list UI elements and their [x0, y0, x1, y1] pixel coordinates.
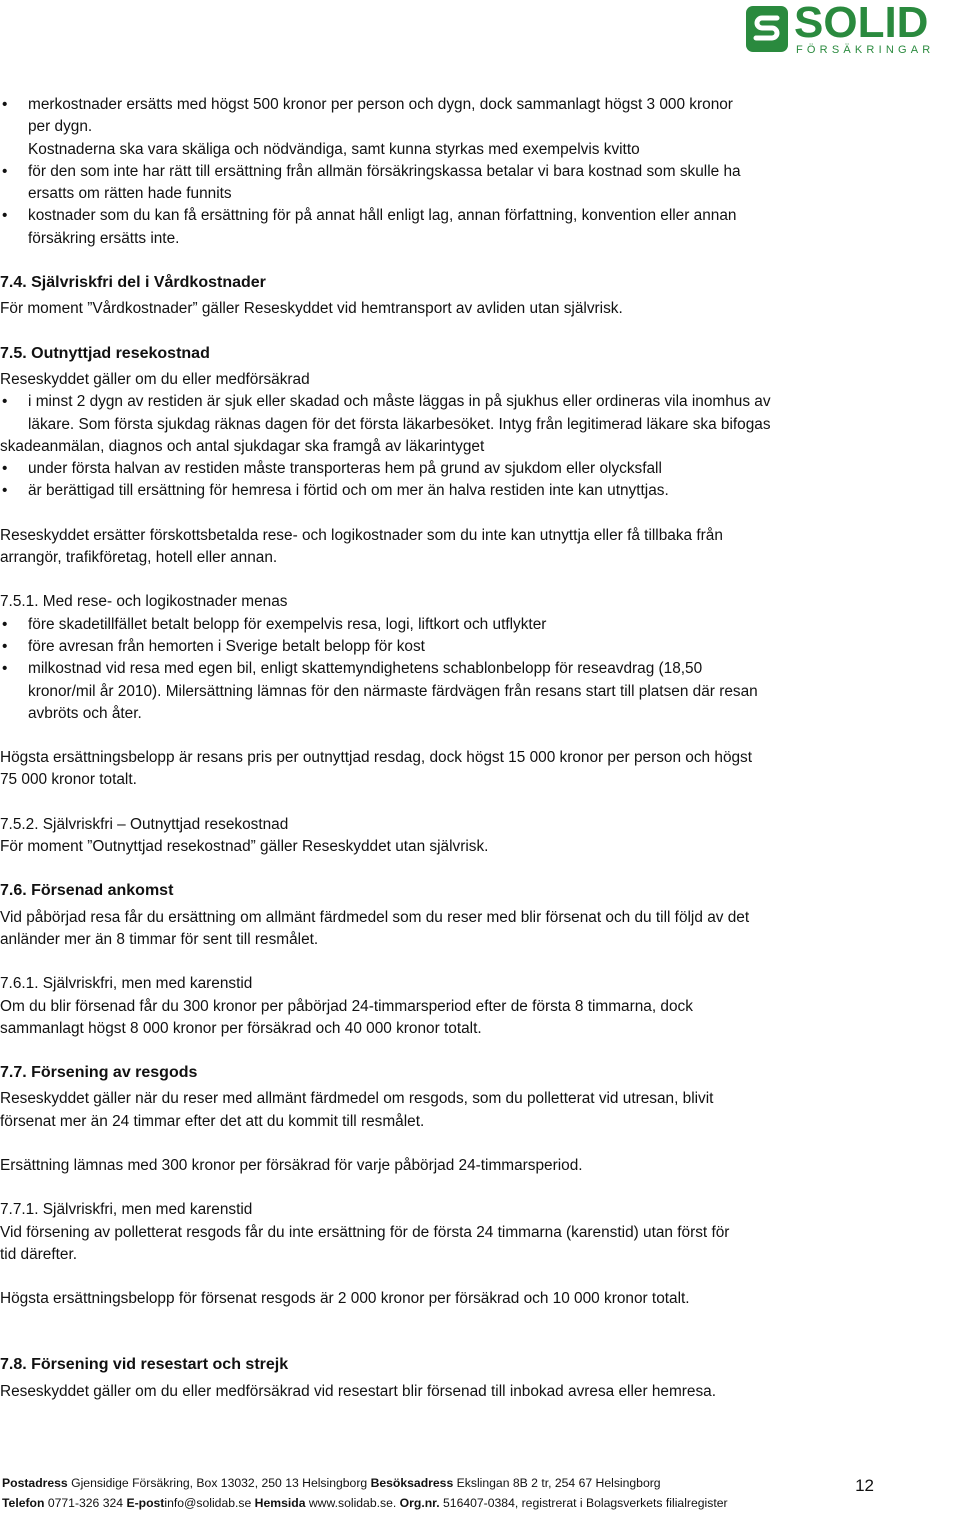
- paragraph: Reseskyddet gäller om du eller medförsäkrad vid resestart blir försenad till inbokad avresa eller hemresa.: [0, 1382, 716, 1400]
- paragraph: För moment ”Vårdkostnader” gäller Reseskyddet vid hemtransport av avliden utan självrisk.: [0, 300, 623, 318]
- paragraph: Högsta ersättningsbelopp för försenat resgods är 2 000 kronor per försäkrad och 10 000 kronor totalt.: [0, 1290, 690, 1308]
- list-item: • före avresan från hemorten i Sverige betalt belopp för kost: [0, 636, 955, 658]
- page-footer: [2, 1473, 952, 1513]
- list-item: • i minst 2 dygn av restiden är sjuk eller skadad och måste läggas in på sjukhus eller ordineras vila inomhus av: [0, 391, 955, 413]
- section-heading-7-7: 7.7. Försening av resgods: [0, 1064, 198, 1082]
- paragraph: sammanlagt högst 8 000 kronor per försäkrad och 40 000 kronor totalt.: [0, 1019, 482, 1037]
- subsection-heading-7-7-1: 7.7.1. Självriskfri, men med karenstid: [0, 1201, 253, 1219]
- paragraph: Vid försening av polletterat resgods får du inte ersättning för de första 24 timmarna (karenstid) utan först för: [0, 1223, 730, 1241]
- subsection-heading-7-5-2: 7.5.2. Självriskfri – Outnyttjad resekostnad: [0, 815, 289, 833]
- list-item: • för den som inte har rätt till ersättning från allmän försäkringskassa betalar vi bara kostnad som skulle ha: [0, 161, 955, 183]
- paragraph: Kostnaderna ska vara skäliga och nödvändiga, samt kunna styrkas med exempelvis kvitto: [28, 140, 640, 158]
- list-item: • är berättigad till ersättning för hemresa i förtid och om mer än halva restiden inte kan utnyttjas.: [0, 480, 955, 502]
- paragraph: Reseskyddet gäller om du eller medförsäkrad: [0, 370, 310, 388]
- paragraph: 75 000 kronor totalt.: [0, 771, 137, 789]
- section-heading-7-4: 7.4. Självriskfri del i Vårdkostnader: [0, 274, 266, 292]
- paragraph: försenat mer än 24 timmar efter det att du kommit till resmålet.: [0, 1112, 425, 1130]
- list-item: • milkostnad vid resa med egen bil, enligt skattemyndighetens schablonbelopp för reseavdrag (18,50: [0, 658, 955, 680]
- epost-value: info@solidab.se: [164, 1496, 252, 1510]
- bullet-icon: •: [2, 207, 8, 225]
- subsection-heading-7-6-1: 7.6.1. Självriskfri, men med karenstid: [0, 975, 253, 993]
- bullet-icon: •: [2, 162, 8, 180]
- orgnr-value: 516407-0384, registrerat i Bolagsverkets filialregister: [443, 1496, 728, 1510]
- paragraph: tid därefter.: [0, 1245, 77, 1263]
- postadress-value: Gjensidige Försäkring, Box 13032, 250 13 Helsingborg: [71, 1476, 368, 1490]
- paragraph: Vid påbörjad resa får du ersättning om allmänt färdmedel som du reser med blir försenat och du till följd av det: [0, 908, 750, 926]
- list-item-continuation: ersatts om rätten hade funnits: [28, 185, 232, 203]
- paragraph: arrangör, trafikföretag, hotell eller annan.: [0, 549, 278, 567]
- orgnr-label: Org.nr.: [399, 1496, 440, 1510]
- bullet-icon: •: [2, 460, 8, 478]
- paragraph: Högsta ersättningsbelopp är resans pris per outnyttjad resdag, dock högst 15 000 kronor per person och högst: [0, 749, 753, 767]
- paragraph: Ersättning lämnas med 300 kronor per försäkrad för varje påbörjad 24-timmarsperiod.: [0, 1156, 583, 1174]
- list-item-continuation: försäkring ersätts inte.: [28, 229, 180, 247]
- logo-subtitle: FÖRSÄKRINGAR: [796, 44, 935, 56]
- document-body: [0, 94, 955, 1403]
- besoksadress-label: Besöksadress: [370, 1476, 454, 1490]
- page-number: 12: [855, 1476, 874, 1495]
- hemsida-value: www.solidab.se.: [308, 1496, 397, 1510]
- solid-s-mark-icon: [746, 6, 788, 52]
- paragraph: skadeanmälan, diagnos och antal sjukdagar ska framgå av läkarintyget: [0, 437, 485, 455]
- footer-contact-line: [2, 1493, 952, 1513]
- hemsida-label: Hemsida: [254, 1496, 306, 1510]
- bullet-icon: •: [2, 660, 8, 678]
- paragraph: anländer mer än 8 timmar för sent till resmålet.: [0, 930, 319, 948]
- subsection-heading-7-5-1: 7.5.1. Med rese- och logikostnader menas: [0, 593, 288, 611]
- list-item: • före skadetillfället betalt belopp för exempelvis resa, logi, liftkort och utflykter: [0, 614, 955, 636]
- logo-name: SOLID: [794, 0, 929, 47]
- besoksadress-value: Ekslingan 8B 2 tr, 254 67 Helsingborg: [456, 1476, 661, 1490]
- section-heading-7-6: 7.6. Försenad ankomst: [0, 882, 174, 900]
- list-item: • under första halvan av restiden måste transporteras hem på grund av sjukdom eller olycksfall: [0, 458, 955, 480]
- telefon-label: Telefon: [2, 1496, 45, 1510]
- list-item: • kostnader som du kan få ersättning för på annat håll enligt lag, annan författning, konvention eller annan: [0, 205, 955, 227]
- paragraph: Reseskyddet gäller när du reser med allmänt färdmedel om resgods, som du polletterat vid utresan, blivit: [0, 1090, 714, 1108]
- epost-label: E-post: [126, 1496, 165, 1510]
- bullet-icon: •: [2, 637, 8, 655]
- section-heading-7-5: 7.5. Outnyttjad resekostnad: [0, 344, 210, 362]
- bullet-icon: •: [2, 482, 8, 500]
- paragraph: För moment ”Outnyttjad resekostnad” gäller Reseskyddet utan självrisk.: [0, 838, 489, 856]
- list-item-continuation: läkare. Som första sjukdag räknas dagen för det första läkarbesöket. Intyg från legitimerad läkare ska bifogas: [28, 415, 771, 433]
- bullet-icon: •: [2, 96, 8, 113]
- solid-logo: [746, 0, 956, 58]
- paragraph: Om du blir försenad får du 300 kronor per påbörjad 24-timmarsperiod efter de första 8 timmarna, dock: [0, 997, 693, 1015]
- list-item-continuation: kronor/mil år 2010). Milersättning lämnas för den närmaste färdvägen från resans start till platsen där resan: [28, 682, 758, 700]
- paragraph: Reseskyddet ersätter förskottsbetalda rese- och logikostnader som du inte kan utnyttja eller få tillbaka från: [0, 526, 723, 544]
- telefon-value: 0771-326 324: [47, 1496, 124, 1510]
- list-item: • merkostnader ersätts med högst 500 kronor per person och dygn, dock sammanlagt högst 3 000 kronor: [0, 94, 955, 116]
- list-item-continuation: per dygn.: [28, 118, 93, 136]
- footer-address-line: [2, 1473, 952, 1493]
- bullet-icon: •: [2, 393, 8, 411]
- list-item-continuation: avbröts och åter.: [28, 704, 142, 722]
- postadress-label: Postadress: [2, 1476, 68, 1490]
- bullet-icon: •: [2, 615, 8, 633]
- section-heading-7-8: 7.8. Försening vid resestart och strejk: [0, 1356, 289, 1374]
